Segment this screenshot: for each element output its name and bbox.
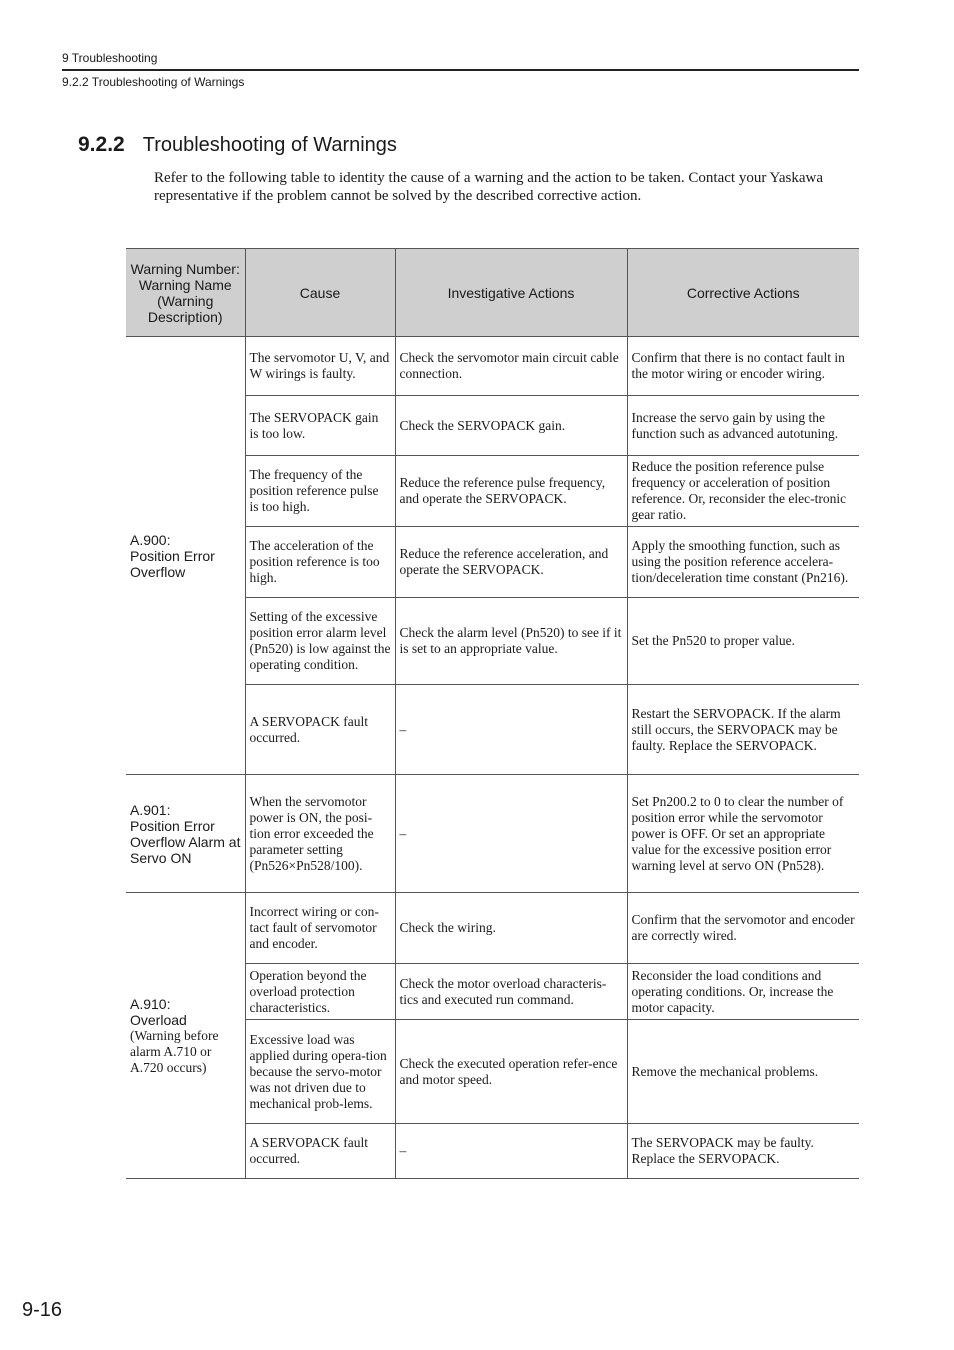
- corrective-cell: The SERVOPACK may be faulty. Replace the SERVOPACK.: [627, 1124, 859, 1179]
- section-number: 9.2.2: [78, 133, 125, 156]
- cause-cell: The SERVOPACK gain is too low.: [245, 396, 395, 456]
- section-heading: [78, 133, 397, 157]
- corrective-cell: Confirm that there is no contact fault in the motor wiring or encoder wiring.: [627, 337, 859, 396]
- intro-paragraph: Refer to the following table to identity the cause of a warning and the action to be taken. Contact your Yaskawa representative if the problem cannot be solved by the described corrective action.: [154, 170, 823, 204]
- investigative-cell: Reduce the reference acceleration, and operate the SERVOPACK.: [395, 527, 627, 598]
- corrective-cell: Apply the smoothing function, such as using the position reference accelera-tion/deceleration time constant (Pn216).: [627, 527, 859, 598]
- corrective-cell: Reduce the position reference pulse frequency or acceleration of position reference. Or, reconsider the elec-tronic gear ratio.: [627, 456, 859, 527]
- cause-cell: Setting of the excessive position error alarm level (Pn520) is low against the operating condition.: [245, 598, 395, 685]
- running-head-section: 9.2.2 Troubleshooting of Warnings: [62, 75, 245, 89]
- page-number: 9-16: [22, 1299, 63, 1321]
- table-row: [126, 775, 859, 893]
- warning-cell-a910: [126, 893, 245, 1179]
- investigative-cell: –: [395, 685, 627, 775]
- warnings-table: [126, 248, 859, 1179]
- warning-name: Position Error Overflow: [130, 547, 215, 580]
- header-investigative: Investigative Actions: [395, 249, 627, 337]
- cause-cell: A SERVOPACK fault occurred.: [245, 685, 395, 775]
- cause-cell: Operation beyond the overload protection characteristics.: [245, 964, 395, 1020]
- section-title: Troubleshooting of Warnings: [142, 134, 397, 156]
- table-row: [126, 893, 859, 964]
- investigative-cell: Check the motor overload characteris-tics and executed run command.: [395, 964, 627, 1020]
- cause-cell: When the servomotor power is ON, the posi-tion error exceeded the parameter setting (Pn526×Pn528/100).: [245, 775, 395, 893]
- table-header-row: [126, 249, 859, 337]
- cause-cell: A SERVOPACK fault occurred.: [245, 1124, 395, 1179]
- investigative-cell: Check the executed operation refer-ence and motor speed.: [395, 1020, 627, 1124]
- header-warning: Warning Number: Warning Name (Warning Description): [126, 249, 245, 337]
- investigative-cell: Check the alarm level (Pn520) to see if it is set to an appropriate value.: [395, 598, 627, 685]
- warning-code: A.910:: [130, 995, 171, 1012]
- header-cause: Cause: [245, 249, 395, 337]
- investigative-cell: Check the servomotor main circuit cable connection.: [395, 337, 627, 396]
- investigative-cell: Reduce the reference pulse frequency, and operate the SERVOPACK.: [395, 456, 627, 527]
- header-corrective: Corrective Actions: [627, 249, 859, 337]
- warning-cell-a901: [126, 775, 245, 893]
- investigative-cell: –: [395, 775, 627, 893]
- corrective-cell: Set the Pn520 to proper value.: [627, 598, 859, 685]
- cause-cell: The frequency of the position reference pulse is too high.: [245, 456, 395, 527]
- corrective-cell: Set Pn200.2 to 0 to clear the number of position error while the servomotor power is OFF. Or set an appropriate value for the excessive position error warning level at servo ON (Pn528).: [627, 775, 859, 893]
- warning-name: Overload: [130, 1011, 187, 1028]
- running-head: [62, 50, 859, 91]
- corrective-cell: Restart the SERVOPACK. If the alarm still occurs, the SERVOPACK may be faulty. Replace the SERVOPACK.: [627, 685, 859, 775]
- investigative-cell: Check the wiring.: [395, 893, 627, 964]
- running-head-chapter: 9 Troubleshooting: [62, 50, 859, 71]
- corrective-cell: Remove the mechanical problems.: [627, 1020, 859, 1124]
- investigative-cell: Check the SERVOPACK gain.: [395, 396, 627, 456]
- warning-code: A.901:: [130, 801, 171, 818]
- corrective-cell: Confirm that the servomotor and encoder are correctly wired.: [627, 893, 859, 964]
- investigative-cell: –: [395, 1124, 627, 1179]
- warning-description: (Warning before alarm A.710 or A.720 occurs): [130, 1027, 219, 1075]
- table-row: [126, 337, 859, 396]
- corrective-cell: Increase the servo gain by using the function such as advanced autotuning.: [627, 396, 859, 456]
- corrective-cell: Reconsider the load conditions and operating conditions. Or, increase the motor capacity.: [627, 964, 859, 1020]
- warning-cell-a900: [126, 337, 245, 775]
- cause-cell: The acceleration of the position reference is too high.: [245, 527, 395, 598]
- warning-name: Position Error Overflow Alarm at Servo ON: [130, 817, 241, 866]
- cause-cell: Incorrect wiring or con-tact fault of servomotor and encoder.: [245, 893, 395, 964]
- cause-cell: The servomotor U, V, and W wirings is faulty.: [245, 337, 395, 396]
- warning-code: A.900:: [130, 531, 171, 548]
- cause-cell: Excessive load was applied during opera-tion because the servo-motor was not driven due to mechanical prob-lems.: [245, 1020, 395, 1124]
